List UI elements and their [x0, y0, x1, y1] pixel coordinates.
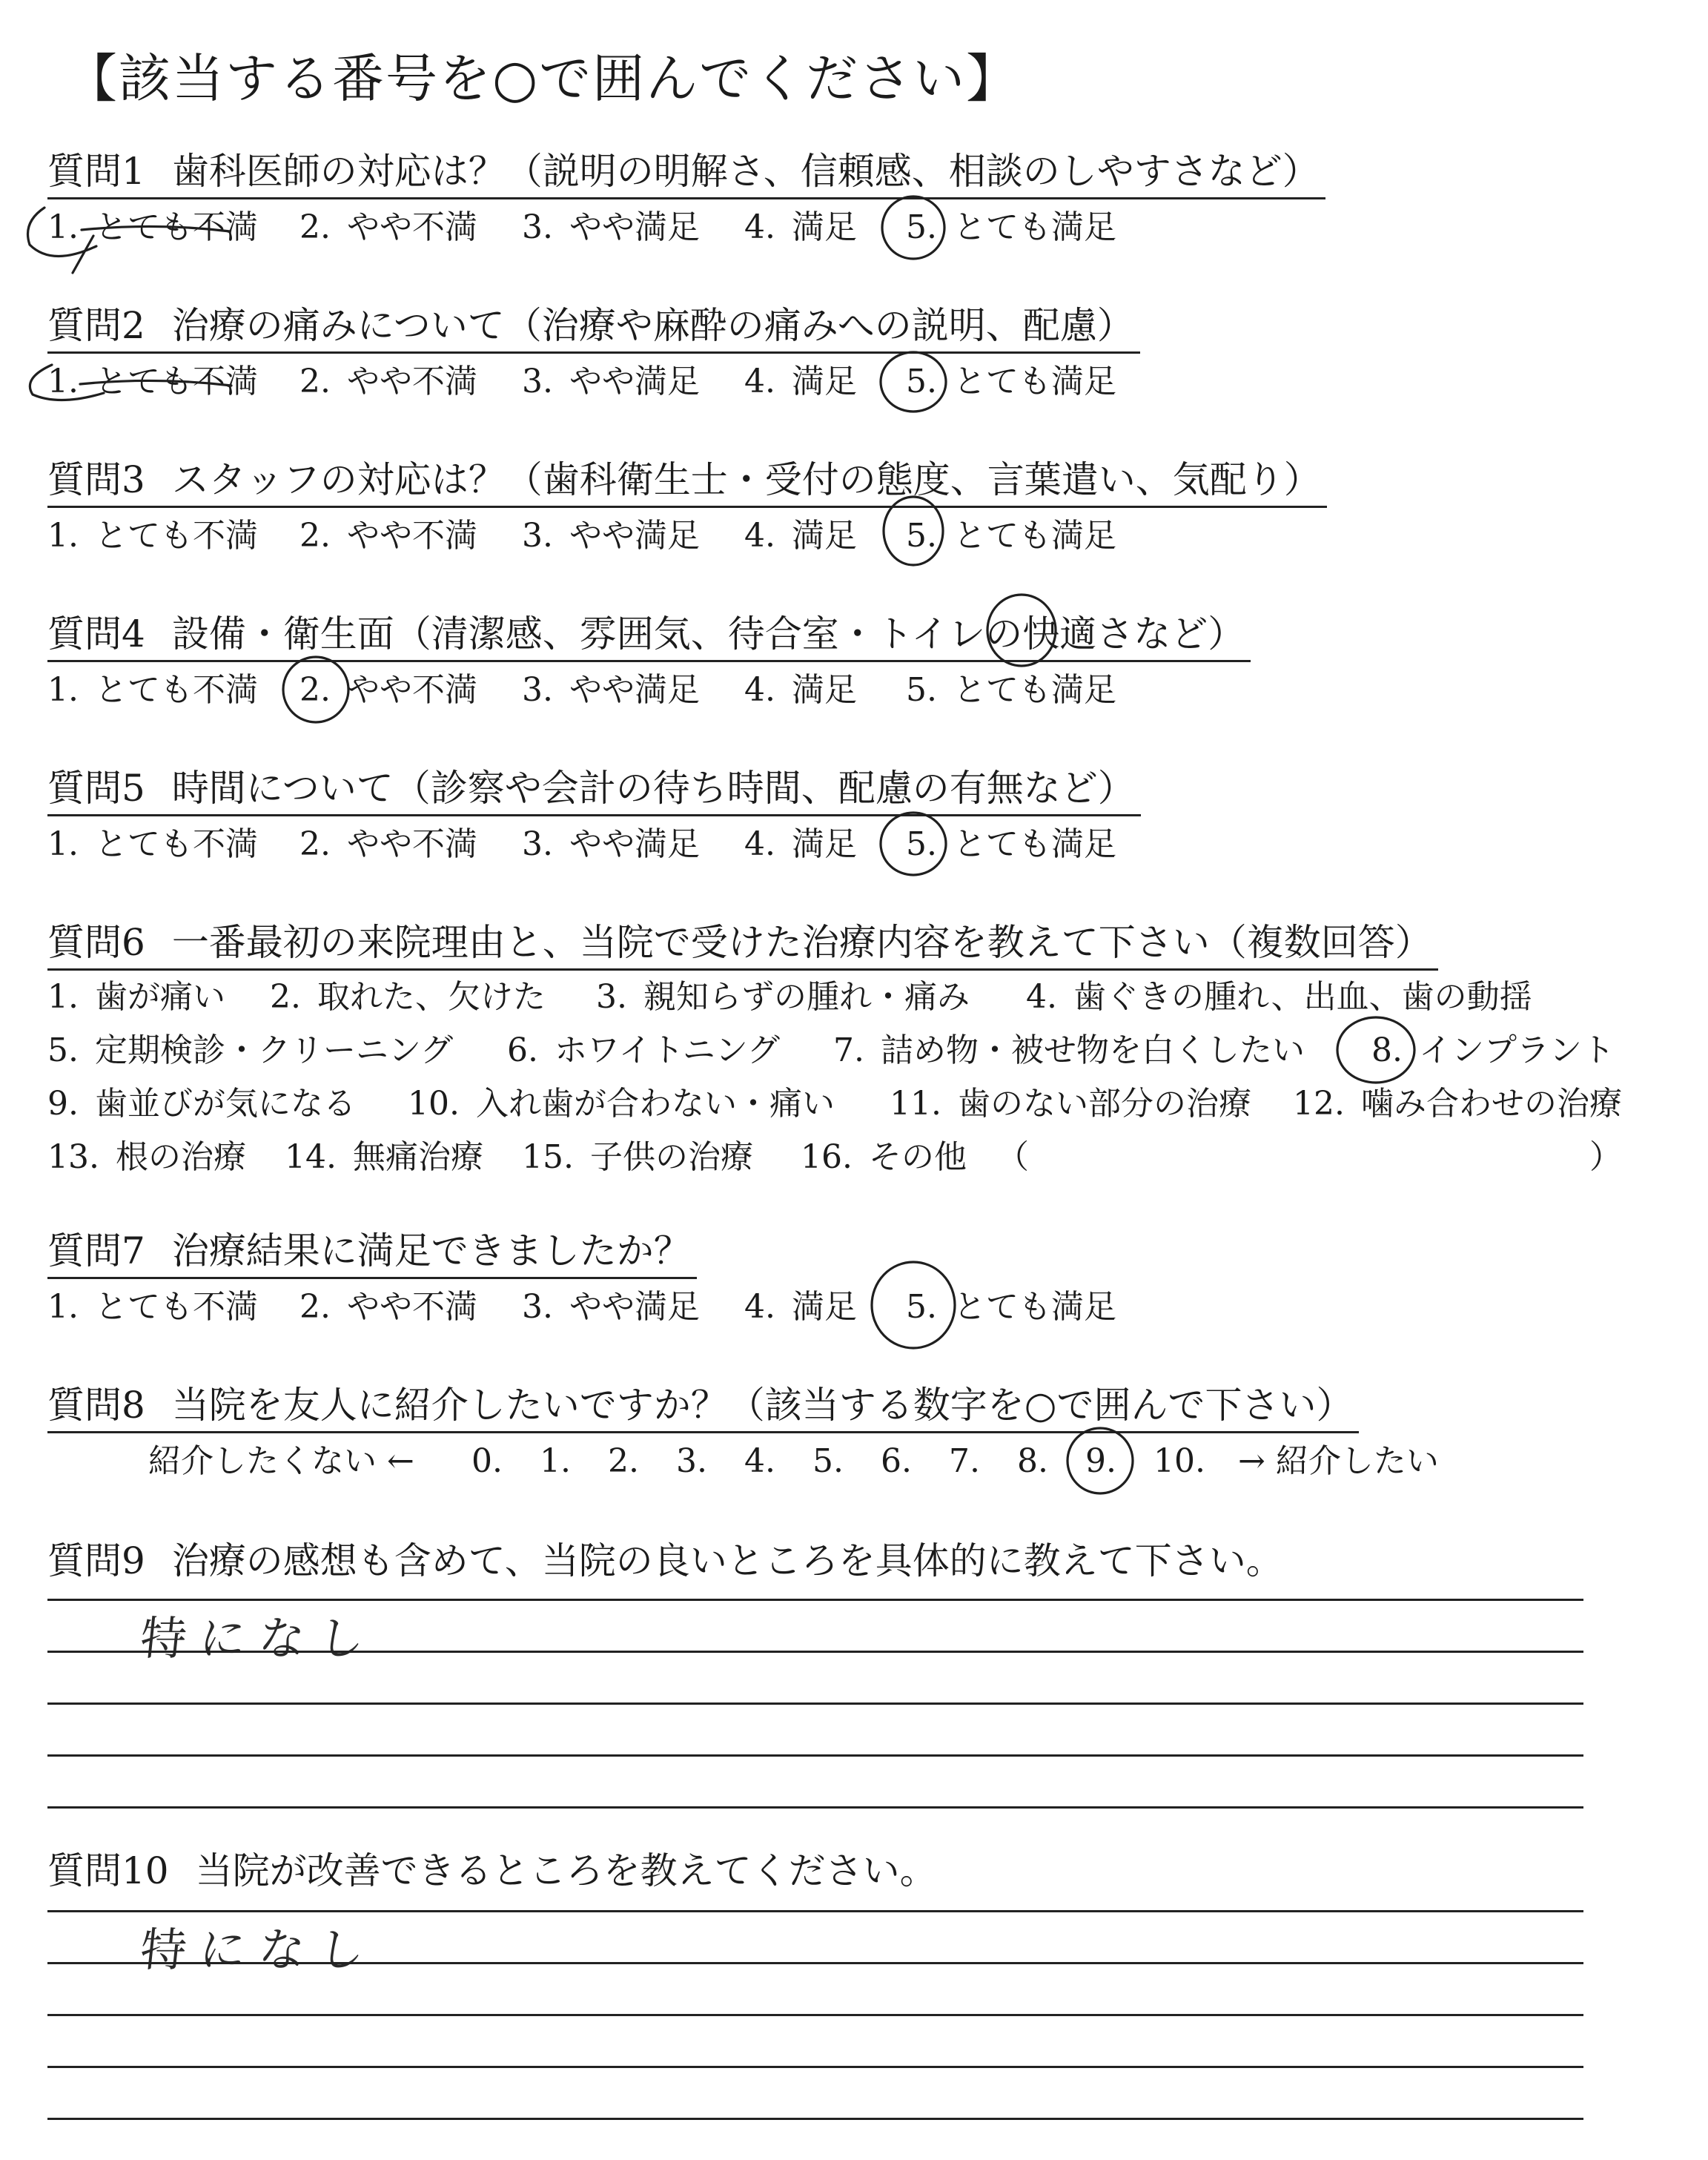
- question-3-options: [47, 512, 1678, 561]
- q9-handwritten-answer: 特になし: [137, 1611, 381, 1665]
- q7-option-4[interactable]: 4. 満足: [744, 1288, 857, 1326]
- question-9-text: 治療の感想も含めて、当院の良いところを具体的に教えて下さい。: [171, 1539, 1283, 1582]
- q8-option-8[interactable]: 8.: [1017, 1442, 1048, 1480]
- q4-option-3[interactable]: 3. やや満足: [522, 671, 700, 709]
- q4-option-4[interactable]: 4. 満足: [744, 671, 857, 709]
- q10-answer-line-1: [47, 1910, 1583, 1912]
- q6-option-6[interactable]: 6. ホワイトニング: [507, 1031, 781, 1069]
- q5-option-5[interactable]: 5. とても満足: [906, 825, 1116, 863]
- q9-answer-line-3: [47, 1702, 1583, 1705]
- question-7-title: [47, 1226, 697, 1279]
- question-4-number: 質問4: [47, 612, 145, 655]
- q5-option-2[interactable]: 2. やや不満: [299, 825, 477, 863]
- question-6-number: 質問6: [47, 921, 145, 964]
- q2-option-3[interactable]: 3. やや満足: [522, 363, 700, 400]
- question-2-text: 治療の痛みについて（治療や麻酔の痛みへの説明、配慮）: [171, 304, 1134, 347]
- question-8-title: [47, 1381, 1359, 1433]
- question-4-options: [47, 666, 1678, 715]
- q10-answer-line-4: [47, 2066, 1583, 2068]
- q8-option-9[interactable]: 9.: [1085, 1442, 1116, 1480]
- q6-option-7[interactable]: 7. 詰め物・被せ物を白くしたい: [833, 1031, 1305, 1069]
- q1-option-5[interactable]: 5. とても満足: [906, 208, 1116, 246]
- q5-option-4[interactable]: 4. 満足: [744, 825, 857, 863]
- question-8-number: 質問8: [47, 1384, 145, 1427]
- question-10-number: 質問10: [47, 1849, 169, 1892]
- question-6-text: 一番最初の来院理由と、当院で受けた治療内容を教えて下さい（複数回答）: [171, 921, 1432, 964]
- question-5-number: 質問5: [47, 767, 145, 810]
- q6-option-10[interactable]: 10. 入れ歯が合わない・痛い: [408, 1085, 835, 1123]
- q7-option-2[interactable]: 2. やや不満: [299, 1288, 477, 1326]
- question-5-options: [47, 820, 1678, 869]
- q3-option-1[interactable]: 1. とても不満: [47, 517, 258, 555]
- q4-option-5[interactable]: 5. とても満足: [906, 671, 1116, 709]
- question-6-options-row-2: [47, 1026, 1678, 1075]
- q8-right-label: → 紹介したい: [1238, 1442, 1439, 1480]
- q10-answer-line-3: [47, 2014, 1583, 2016]
- q10-handwritten-answer: 特になし: [137, 1923, 381, 1977]
- q6-option-4[interactable]: 4. 歯ぐきの腫れ、出血、歯の動揺: [1026, 978, 1532, 1016]
- question-3-number: 質問3: [47, 458, 145, 501]
- q6-option-1[interactable]: 1. 歯が痛い: [47, 978, 225, 1016]
- question-1-text: 歯科医師の対応は？（説明の明解さ、信頼感、相談のしやすさなど）: [171, 150, 1320, 193]
- q8-option-0[interactable]: 0.: [471, 1442, 503, 1480]
- q5-option-1[interactable]: 1. とても不満: [47, 825, 258, 863]
- question-7-options: [47, 1283, 1678, 1332]
- q2-option-1[interactable]: 1. とても不満: [47, 363, 258, 400]
- q1-option-2[interactable]: 2. やや不満: [299, 208, 477, 246]
- question-9-title: [47, 1536, 1289, 1587]
- q2-option-5[interactable]: 5. とても満足: [906, 363, 1116, 400]
- q8-option-2[interactable]: 2.: [608, 1442, 639, 1480]
- q1-option-3[interactable]: 3. やや満足: [522, 208, 700, 246]
- question-1-number: 質問1: [47, 150, 145, 193]
- q6-option-15[interactable]: 15. 子供の治療: [522, 1138, 753, 1176]
- question-10-text: 当院が改善できるところを教えてください。: [195, 1849, 937, 1892]
- q2-option-4[interactable]: 4. 満足: [744, 363, 857, 400]
- q3-option-4[interactable]: 4. 満足: [744, 517, 857, 555]
- question-3-title: [47, 455, 1327, 508]
- q6-option-13[interactable]: 13. 根の治療: [47, 1138, 246, 1176]
- page-heading: 【該当する番号を○で囲んでください】: [65, 48, 1020, 109]
- q2-option-2[interactable]: 2. やや不満: [299, 363, 477, 400]
- question-8-text: 当院を友人に紹介したいですか？（該当する数字を○で囲んで下さい）: [171, 1384, 1354, 1427]
- q8-option-7[interactable]: 7.: [949, 1442, 980, 1480]
- q8-option-6[interactable]: 6.: [881, 1442, 912, 1480]
- question-1-options: [47, 203, 1678, 252]
- q1-option-1[interactable]: 1. とても不満: [47, 208, 258, 246]
- q4-option-1[interactable]: 1. とても不満: [47, 671, 258, 709]
- q8-option-1[interactable]: 1.: [540, 1442, 571, 1480]
- q8-option-4[interactable]: 4.: [744, 1442, 775, 1480]
- question-4-text: 設備・衛生面（清潔感、雰囲気、待合室・トイレの快適さなど）: [171, 612, 1245, 655]
- q4-option-2[interactable]: 2. やや不満: [299, 671, 477, 709]
- q6-option-12[interactable]: 12. 噛み合わせの治療: [1293, 1085, 1622, 1123]
- question-2-number: 質問2: [47, 304, 145, 347]
- question-5-title: [47, 764, 1141, 816]
- q7-option-5[interactable]: 5. とても満足: [906, 1288, 1116, 1326]
- q7-option-1[interactable]: 1. とても不満: [47, 1288, 258, 1326]
- question-4-title: [47, 610, 1251, 662]
- q6-option-8[interactable]: 8. インプラント: [1371, 1031, 1615, 1069]
- question-7-number: 質問7: [47, 1229, 145, 1272]
- q3-option-2[interactable]: 2. やや不満: [299, 517, 477, 555]
- question-8-scale: [148, 1437, 1557, 1486]
- question-6-title: [47, 918, 1438, 971]
- q9-answer-line-2: [47, 1651, 1583, 1653]
- q10-answer-line-5: [47, 2118, 1583, 2120]
- question-2-title: [47, 301, 1140, 354]
- q7-option-3[interactable]: 3. やや満足: [522, 1288, 700, 1326]
- q10-answer-line-2: [47, 1962, 1583, 1964]
- question-6-options-row-3: [47, 1080, 1678, 1129]
- q8-left-label: 紹介したくない ←: [148, 1442, 414, 1480]
- question-3-text: スタッフの対応は？（歯科衛生士・受付の態度、言葉遣い、気配り）: [171, 458, 1321, 501]
- q6-option-2[interactable]: 2. 取れた、欠けた: [270, 978, 546, 1016]
- q9-answer-line-4: [47, 1754, 1583, 1757]
- q6-option-3[interactable]: 3. 親知らずの腫れ・痛み: [596, 978, 970, 1016]
- question-9-number: 質問9: [47, 1539, 145, 1582]
- question-6-options-row-4: [47, 1133, 1678, 1182]
- q1-option-4[interactable]: 4. 満足: [744, 208, 857, 246]
- q8-option-3[interactable]: 3.: [676, 1442, 707, 1480]
- q8-option-10[interactable]: 10.: [1153, 1442, 1205, 1480]
- q6-option-5[interactable]: 5. 定期検診・クリーニング: [47, 1031, 454, 1069]
- q6-other-close-paren: ）: [1589, 1138, 1622, 1176]
- q6-other-open-paren: （: [996, 1138, 1029, 1176]
- q6-option-11[interactable]: 11. 歯のない部分の治療: [890, 1085, 1251, 1123]
- q9-answer-line-5: [47, 1806, 1583, 1809]
- question-2-options: [47, 357, 1678, 406]
- q3-option-5[interactable]: 5. とても満足: [906, 517, 1116, 555]
- question-1-title: [47, 147, 1325, 199]
- question-7-text: 治療結果に満足できましたか？: [171, 1229, 691, 1272]
- question-10-title: [47, 1846, 943, 1897]
- q9-answer-line-1: [47, 1599, 1583, 1601]
- q5-option-3[interactable]: 3. やや満足: [522, 825, 700, 863]
- q3-option-3[interactable]: 3. やや満足: [522, 517, 700, 555]
- question-6-options-row-1: [47, 973, 1678, 1022]
- q6-option-14[interactable]: 14. 無痛治療: [285, 1138, 483, 1176]
- q8-option-5[interactable]: 5.: [812, 1442, 844, 1480]
- q6-option-9[interactable]: 9. 歯並びが気になる: [47, 1085, 356, 1123]
- question-5-text: 時間について（診察や会計の待ち時間、配慮の有無など）: [171, 767, 1135, 810]
- q6-option-16[interactable]: 16. その他: [801, 1138, 967, 1176]
